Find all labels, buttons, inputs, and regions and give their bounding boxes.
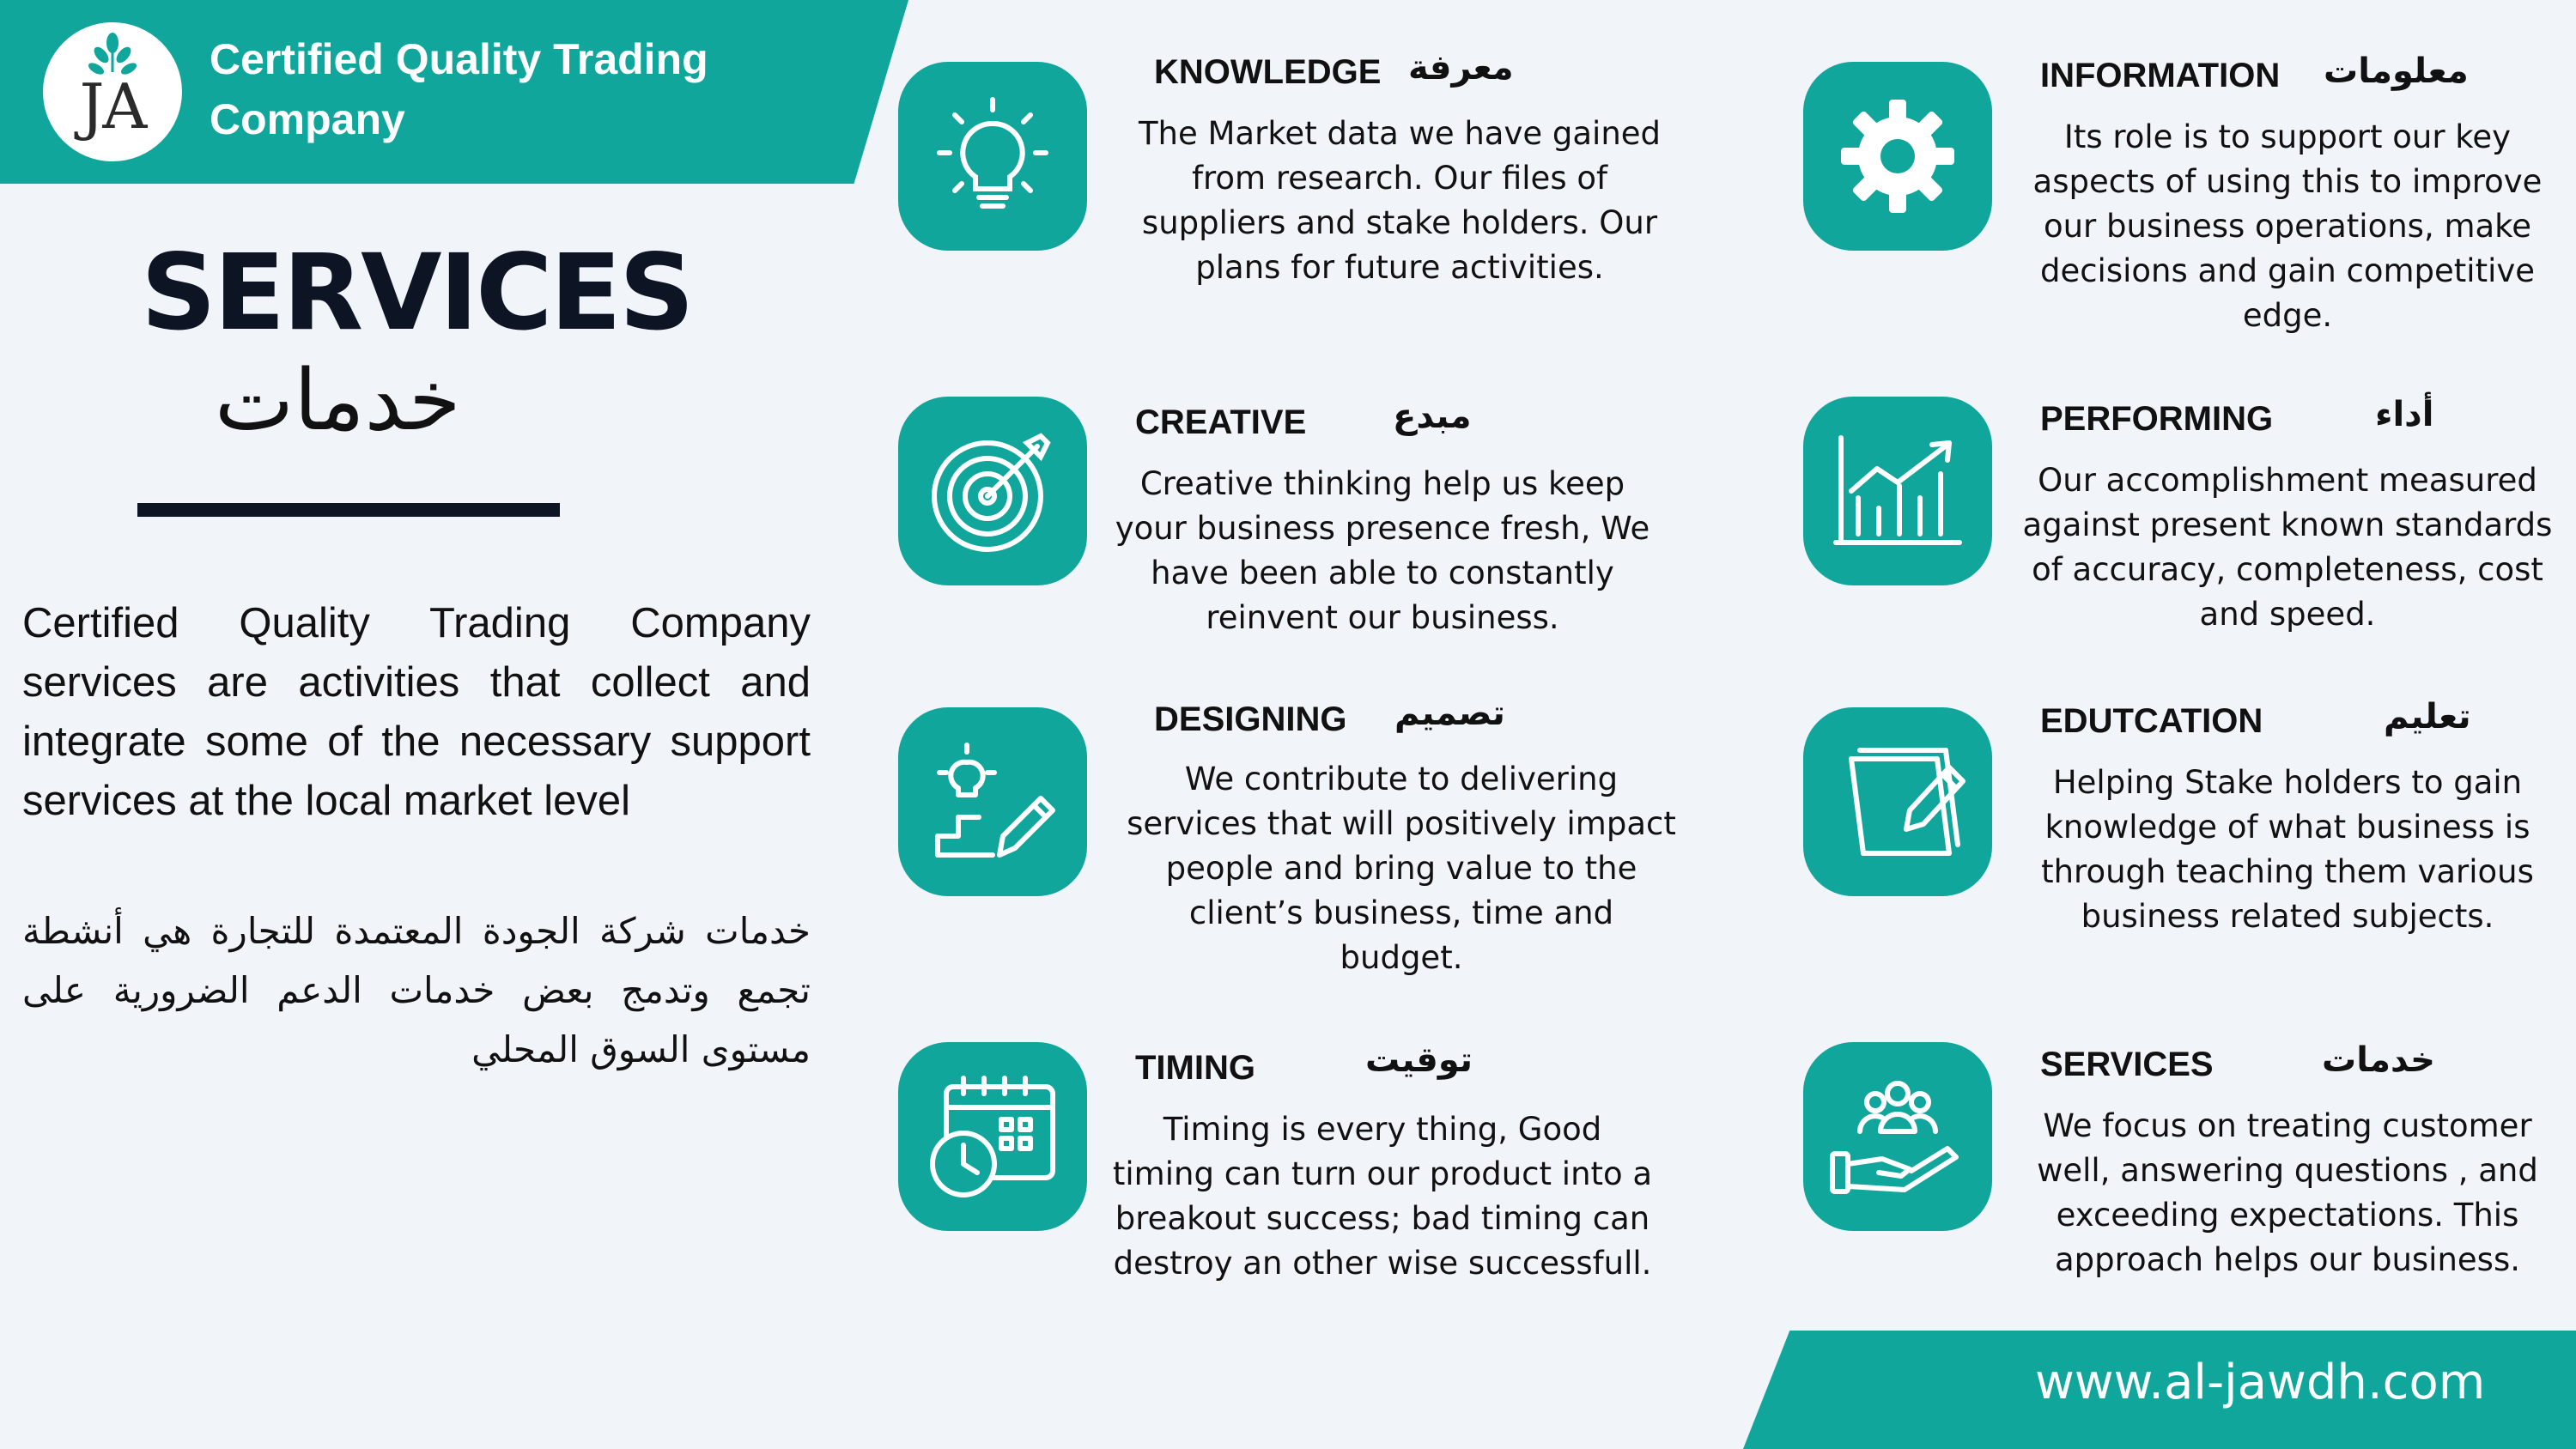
information-title-ar: معلومات: [2324, 52, 2469, 91]
timing-desc: Timing is every thing, Good timing can turn our product into a breakout success; bad timing can destroy an other wise successfull.: [1112, 1111, 1653, 1282]
performing-title: PERFORMING: [2040, 400, 2274, 438]
timing-title: TIMING: [1135, 1049, 1255, 1087]
website-link[interactable]: www.al-jawdh.com: [2035, 1355, 2486, 1410]
services-title-ar: خدمات: [2322, 1040, 2435, 1080]
intro-paragraph-ar: خدمات شركة الجودة المعتمدة للتجارة هي أنشطة تجمع وتدمج بعض خدمات الدعم الضرورية على مستوى السوق المحلي: [22, 910, 811, 1070]
creative-desc: Creative thinking help us keep your business presence fresh, We have been able to constantly reinvent our business.: [1115, 465, 1650, 636]
logo-text: JA: [79, 70, 146, 142]
hand-people-icon: [1803, 1042, 1992, 1231]
services-tile: [1803, 1042, 1992, 1231]
design-pencil-icon: [898, 707, 1087, 896]
timing-tile: [898, 1042, 1087, 1231]
title-divider: [137, 503, 560, 517]
intro-paragraph-en: Certified Quality Trading Company services are activities that collect and integrate some of the necessary support services at the local market level: [22, 600, 811, 824]
calendar-clock-icon: [898, 1042, 1087, 1231]
page-title-arabic: خدمات: [215, 352, 461, 450]
lightbulb-icon: [898, 62, 1087, 251]
designing-desc: We contribute to delivering services that will positively impact people and bring value to the client’s business, time and budget.: [1127, 761, 1676, 976]
information-tile: [1803, 62, 1992, 251]
creative-title-ar: مبدع: [1393, 397, 1472, 436]
creative-title: CREATIVE: [1135, 403, 1307, 441]
page-title: SERVICES: [141, 232, 692, 354]
notepad-pen-icon: [1803, 707, 1992, 896]
education-title: EDUTCATION: [2040, 702, 2263, 740]
designing-tile: [898, 707, 1087, 896]
knowledge-title: KNOWLEDGE: [1154, 53, 1382, 91]
services-title: SERVICES: [2040, 1046, 2214, 1083]
knowledge-tile: [898, 62, 1087, 251]
company-name: Certified Quality Trading Company: [210, 35, 708, 143]
performing-title-ar: أداء: [2375, 395, 2434, 434]
information-desc: Its role is to support our key aspects of using this to improve our business operations, make decisions and gain competitive edge.: [2032, 118, 2543, 334]
target-icon: [898, 397, 1087, 585]
designing-title: DESIGNING: [1154, 700, 1347, 738]
education-desc: Helping Stake holders to gain knowledge of what business is through teaching them various business related subjects.: [2041, 764, 2534, 935]
creative-tile: [898, 397, 1087, 585]
knowledge-desc: The Market data we have gained from research. Our files of suppliers and stake holders. Our plans for future activities.: [1138, 115, 1662, 286]
growth-chart-icon: [1803, 397, 1992, 585]
performing-desc: Our accomplishment measured against present known standards of accuracy, completeness, cost and speed.: [2022, 462, 2553, 633]
information-title: INFORMATION: [2040, 57, 2281, 94]
designing-title-ar: تصميم: [1394, 694, 1505, 733]
gear-icon: [1803, 62, 1992, 251]
performing-tile: [1803, 397, 1992, 585]
knowledge-title-ar: معرفة: [1408, 48, 1514, 88]
education-tile: [1803, 707, 1992, 896]
timing-title-ar: توقيت: [1365, 1040, 1473, 1080]
services-desc: We focus on treating customer well, answering questions , and exceeding expectations. This approach helps our business.: [2037, 1107, 2538, 1278]
education-title-ar: تعليم: [2384, 697, 2471, 737]
